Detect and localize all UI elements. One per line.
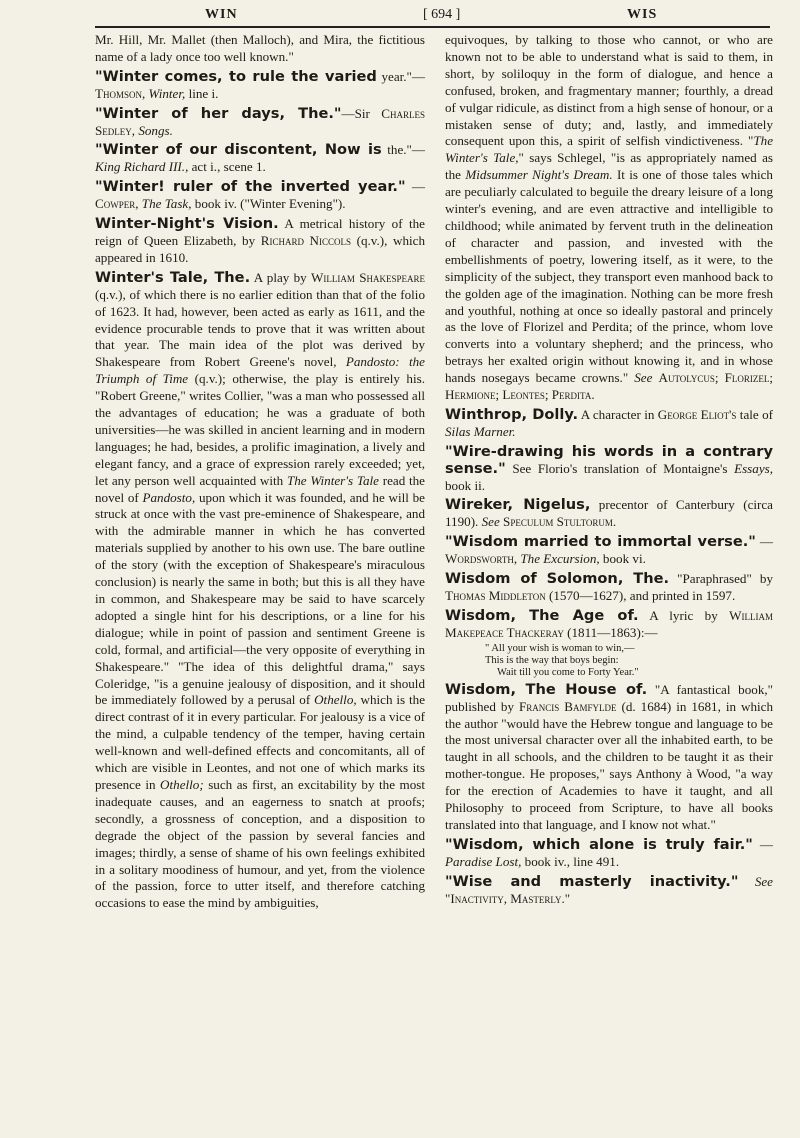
see-label: See — [634, 370, 653, 386]
work-title: The Winter's Tale, — [445, 133, 773, 166]
entry-winter-comes: "Winter comes, to rule the varied year."—Thomson, Winter, line i. — [95, 67, 425, 101]
entry-wisdom-age-of: Wisdom, The Age of. A lyric by William Makepeace Thackeray (1811—1863):— " All your wish is woman to win,— This is the way that boys begin: Wait till you come to Forty Year." — [445, 606, 773, 678]
work-title: The Excursion, — [517, 551, 600, 567]
headword: "Wisdom married to immortal verse." — [445, 533, 756, 551]
cross-reference: Speculum Stultorum. — [499, 514, 617, 530]
see-label: See — [481, 514, 500, 530]
entry-winter-ruler: "Winter! ruler of the inverted year." —Cowper, The Task, book iv. ("Winter Evening"). — [95, 178, 425, 212]
entry-wisdom-married: "Wisdom married to immortal verse." —Wordsworth, The Excursion, book vi. — [445, 533, 773, 567]
verse-quotation — [485, 643, 773, 679]
headword: "Winter comes, to rule the varied — [95, 67, 377, 85]
headword: Wisdom, The House of. — [445, 680, 648, 698]
continued-text: equivoques, by talking to those who cannot, or who are known not to be able to understand what is said to them, in short, by soliloquy in the form of dialogue, and hence a confused, broken, and fragmentary manner; fourthly, a dread of vulgar ridicule, as distinct from a high sense of honour, or a mistaken sense of duty; and, lastly, and immediately consequent upon this, a spirit of selfish vindictiveness. "The Winter's Tale," says Schlegel, "is as appropriately named as the Midsummer Night's Dream. It is one of those tales which are peculiarly calculated to beguile the dreary leisure of a long winter's evening, and are even attractive and intelligible to childhood; while animated by fervent truth in the delineation of character and passion, and invested with the embellishments of poetry, lowering itself, as it were, to the simplicity of the subject, they transport even manhood back to the golden age of the imagination. Nothing can be more fresh and youthful, nothing at once so ideally pastoral and princely as the love of Florizel and Perdita; of the prince, whom love converts into a voluntary shepherd; and the princess, who betrays her exalted origin without knowing it, and in whose hands nosegays became crowns." See Autolycus; Florizel; Hermione; Leontes; Perdita. — [445, 32, 773, 403]
left-column — [95, 32, 425, 912]
right-column — [445, 32, 773, 908]
continued-text: Mr. Hill, Mr. Mallet (then Malloch), and Mira, the fictitious name of a lady once too well known." — [95, 32, 425, 64]
author: Thomas Middleton — [445, 588, 546, 603]
headword: Winter-Night's Vision. — [95, 215, 279, 233]
author: Cowper, — [95, 196, 139, 212]
cross-reference: "Inactivity, Masterly." — [445, 890, 571, 906]
work-title: Othello; — [160, 776, 204, 792]
work-title: Essays, — [734, 460, 773, 476]
running-header — [90, 4, 760, 26]
work-title: Songs. — [135, 122, 173, 138]
verse-line: Wait till you come to Forty Year." — [497, 666, 639, 678]
headword: Winthrop, Dolly. — [445, 405, 579, 423]
author: George Eliot's — [657, 406, 737, 422]
headword: Wisdom of Solomon, The. — [445, 570, 670, 588]
header-right-word: WIS — [627, 7, 658, 22]
entry-wire-drawing: "Wire-drawing his words in a contrary sense." See Florio's translation of Montaigne's Essays, book ii. — [445, 442, 773, 493]
author: William Shakespeare — [311, 269, 425, 285]
headword: Wireker, Nigelus, — [445, 496, 591, 514]
work-title: Midsummer Night's Dream. — [465, 167, 613, 183]
entry-wisdom-house-of: Wisdom, The House of. "A fantastical book," published by Francis Bamfylde (d. 1684) in 1681, in which the author "would have the Hebrew tongue and language to be the most universal character over all the inhabited earth, to be taught in all schools, and the children to be taught it as their mother-tongue. He proposes," says Anthony à Wood, "a way for the erection of Academies to have it taught, and all Philosophy to proceed from Scripture, to have all books translated into that language, and I know not what." — [445, 680, 773, 832]
work-title: Pandosto: the Triumph of Time — [95, 354, 425, 387]
work-title: Silas Marner. — [445, 423, 516, 439]
entry-winthrop-dolly: Winthrop, Dolly. A character in George Eliot's tale of Silas Marner. — [445, 405, 773, 439]
headword: "Winter! ruler of the inverted year." — [95, 178, 406, 196]
work-title: Othello, — [314, 692, 357, 708]
entry-wireker-nigelus: Wireker, Nigelus, precentor of Canterbury (circa 1190). See Speculum Stultorum. — [445, 496, 773, 530]
author: Charles Sedley, — [95, 105, 425, 138]
work-title: Pandosto, — [142, 489, 196, 505]
see-label: See — [754, 873, 773, 889]
entry-winter-of-her-days: "Winter of her days, The."—Sir Charles Sedley, Songs. — [95, 104, 425, 138]
headword: "Wise and masterly inactivity." — [445, 872, 739, 890]
entry-winter-night-vision: Winter-Night's Vision. A metrical history of the reign of Queen Elizabeth, by Richard Niccols (q.v.), which appeared in 1610. — [95, 215, 425, 265]
page-number: [ 694 ] — [423, 7, 461, 22]
work-title: The Winter's Tale — [286, 472, 379, 488]
author: Thomson, — [95, 85, 146, 101]
work-title: The Task, — [138, 196, 192, 212]
verse-line: This is the way that boys begin: — [485, 654, 619, 666]
author: William Makepeace Thackeray — [445, 607, 773, 640]
headword: "Wisdom, which alone is truly fair." — [445, 835, 753, 853]
headword: Winter's Tale, The. — [95, 268, 251, 286]
entry-wisdom-which-alone: "Wisdom, which alone is truly fair." —Paradise Lost, book iv., line 491. — [445, 835, 773, 869]
entry-winter-of-our-discontent: "Winter of our discontent, Now is the."—King Richard III., act i., scene 1. — [95, 141, 425, 175]
headword: "Wire-drawing his words in a contrary sense." — [445, 442, 773, 477]
verse-line: " All your wish is woman to win,— — [485, 642, 635, 654]
entry-winters-tale: Winter's Tale, The. A play by William Shakespeare (q.v.), of which there is no earlier edition than that of the folio of 1623. It had, however, been acted as early as 1611, and the evidence procurable tends to prove that it was written about that year. The main idea of the plot was derived by Shakespeare from Robert Greene's novel, Pandosto: the Triumph of Time (q.v.); otherwise, the play is entirely his. "Robert Greene," writes Collier, "was a man who possessed all the advantages of education; he was a graduate of both universities—he was skilled in ancient learning and in modern languages; he had, besides, a prolific imagination, a lively and elegant fancy, and a grace of expression rarely exceeded; yet, let any person well acquainted with The Winter's Tale read the novel of Pandosto, upon which it was founded, and he will be struck at once with the vast pre-eminence of Shakespeare, and with the admirable manner in which he has converted materials supplied by another to his own use. The bare outline of the story (with the exception of Shakespeare's miraculous conclusion) is nearly the same in both; but this is all they have in common, and Shakespeare may be said to have scarcely adopted a single hint for his descriptions, or a line for his dialogue; while in point of passion and sentiment Greene is cold, formal, and artificial—the very opposite of everything in Shakespeare." "The idea of this delightful drama," says Coleridge, "is a genuine jealousy of disposition, and it should be immediately followed by a perusal of Othello, which is the direct contrast of it in every particular. For jealousy is a vice of the mind, a culpable tendency of the temper, having certain well-known and well-defined effects and concomitants, all of which are visible in Leontes, and not one of which marks its presence in Othello; such as first, an excitability by the most inadequate causes, and an eagerness to snatch at proofs; secondly, a grossness of conception, and a disposition to degrade the object of the passion by several fancies and images; thirdly, a sense of shame of his own feelings exhibited in a solitary moodiness of humour, and yet, from the violence of the passion, force to utter itself, and therefore catching occasions to ease the mind by ambiguities, — [95, 268, 426, 911]
work-title: Paradise Lost, — [445, 853, 522, 869]
entry-wise-and-masterly — [445, 874, 773, 908]
header-rule — [95, 26, 770, 28]
author: Wordsworth, — [445, 551, 518, 567]
headword: "Winter of our discontent, Now is — [95, 141, 382, 159]
headword: "Winter of her days, The." — [95, 104, 342, 122]
headword: Wisdom, The Age of. — [445, 606, 639, 624]
work-title: King Richard III., — [95, 159, 189, 175]
header-left-word: WIN — [205, 7, 238, 22]
author: Francis Bamfylde — [519, 698, 617, 714]
entry-wisdom-of-solomon: Wisdom of Solomon, The. "Paraphrased" by Thomas Middleton (1570—1627), and printed in 1597. — [445, 570, 773, 603]
author: Richard Niccols — [260, 232, 352, 248]
cross-reference: Autolycus; Florizel; Hermione; Leontes; Perdita. — [445, 370, 773, 403]
work-title: Winter, — [145, 85, 186, 101]
